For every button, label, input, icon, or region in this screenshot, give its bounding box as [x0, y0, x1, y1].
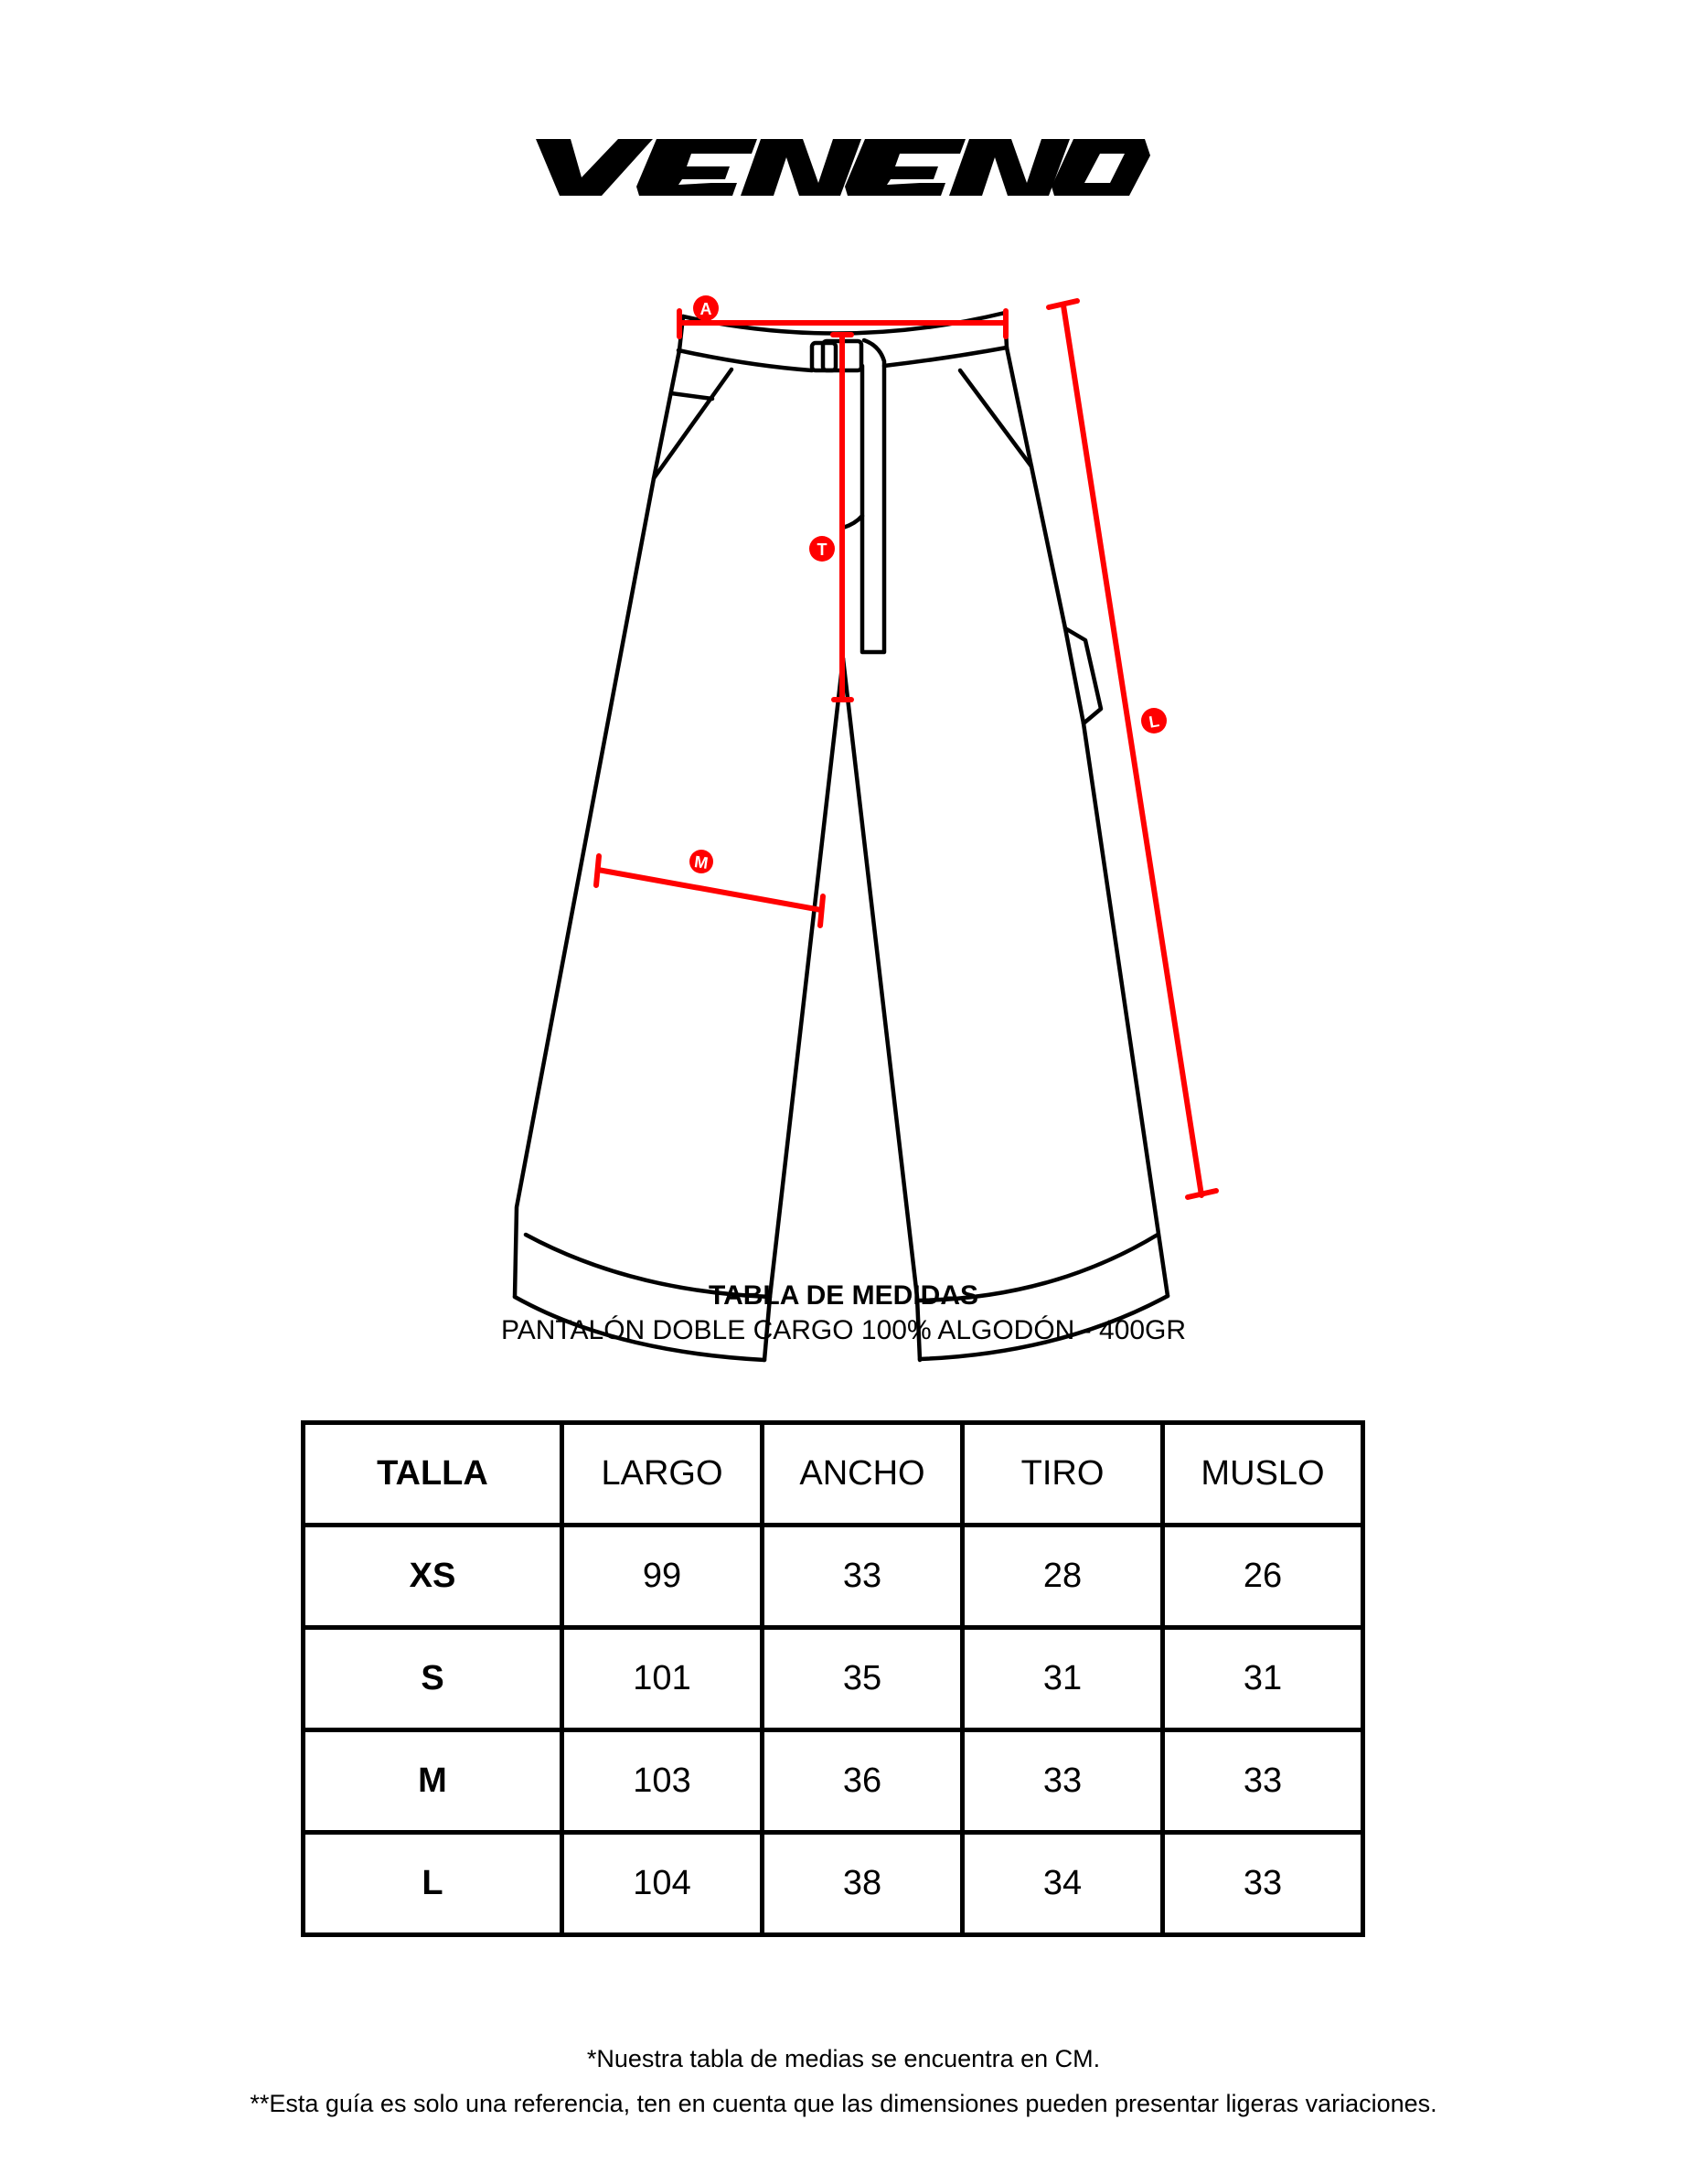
cell-muslo: 33: [1163, 1730, 1363, 1833]
chart-title: TABLA DE MEDIDAS: [709, 1280, 978, 1311]
cell-muslo: 33: [1163, 1833, 1363, 1935]
svg-text:T: T: [817, 541, 827, 559]
table-row: [304, 1628, 1363, 1730]
cell-tiro: 34: [963, 1833, 1163, 1935]
marker-a-badge: [693, 295, 719, 321]
header-talla: TALLA: [304, 1423, 562, 1526]
cell-tiro: 28: [963, 1526, 1163, 1628]
svg-text:L: L: [1148, 712, 1161, 732]
thigh-line: [598, 870, 821, 910]
left-outer-seam: [515, 316, 683, 1297]
header-muslo: MUSLO: [1163, 1423, 1363, 1526]
table-header-row: [304, 1423, 1363, 1526]
cell-largo: 104: [562, 1833, 763, 1935]
size-label: XS: [304, 1526, 562, 1628]
header-ancho: ANCHO: [763, 1423, 963, 1526]
table-row: [304, 1526, 1363, 1628]
cell-muslo: 31: [1163, 1628, 1363, 1730]
size-label: L: [304, 1833, 562, 1935]
table-row: [304, 1730, 1363, 1833]
header-largo: LARGO: [562, 1423, 763, 1526]
cell-largo: 99: [562, 1526, 763, 1628]
cell-ancho: 33: [763, 1526, 963, 1628]
cell-ancho: 36: [763, 1730, 963, 1833]
cell-muslo: 26: [1163, 1526, 1363, 1628]
table-row: [304, 1833, 1363, 1935]
svg-text:A: A: [699, 300, 712, 318]
size-label: S: [304, 1628, 562, 1730]
cell-ancho: 38: [763, 1833, 963, 1935]
size-label: M: [304, 1730, 562, 1833]
cell-largo: 101: [562, 1628, 763, 1730]
cell-tiro: 33: [963, 1730, 1163, 1833]
product-description: PANTALÓN DOBLE CARGO 100% ALGODÓN - 400GR: [500, 1315, 1187, 1345]
marker-l-badge: [1141, 708, 1167, 733]
cell-ancho: 35: [763, 1628, 963, 1730]
header-tiro: TIRO: [963, 1423, 1163, 1526]
marker-m-badge: [689, 850, 713, 873]
svg-text:M: M: [693, 852, 710, 873]
cell-largo: 103: [562, 1730, 763, 1833]
cell-tiro: 31: [963, 1628, 1163, 1730]
size-chart-table: [301, 1420, 1365, 1937]
footnote-units: *Nuestra tabla de medias se encuentra en CM.: [586, 2045, 1101, 2072]
footnote-disclaimer: **Esta guía es solo una referencia, ten en cuenta que las dimensiones pueden presentar ligeras variaciones.: [250, 2090, 1437, 2117]
marker-t-badge: [809, 536, 835, 562]
